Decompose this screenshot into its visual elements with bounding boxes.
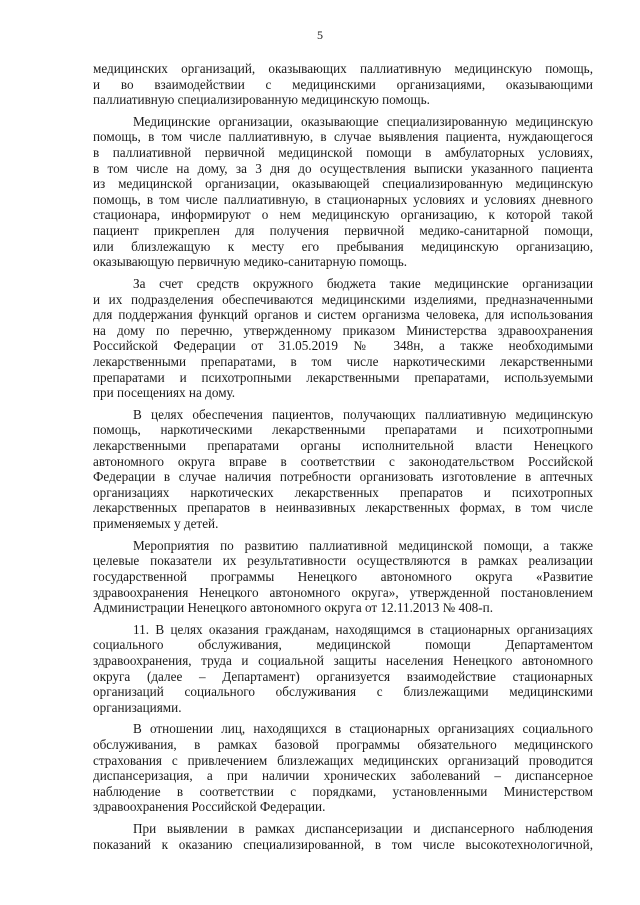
text-line: Администрации Ненецкого автономного округа от 12.11.2013 № 408-п. xyxy=(93,600,494,616)
text-line: лекарственных препаратов в неинвазивных лекарственных формах, в том числе xyxy=(93,500,593,516)
text-line: пациент прикреплен для получения первичной медико-санитарной помощи, xyxy=(93,223,593,239)
text-line: здравоохранения Ненецкого автономного округа», утвержденной постановлением xyxy=(93,584,593,600)
paragraph xyxy=(93,114,593,270)
text-line: государственной программы Ненецкого автономного округа «Развитие xyxy=(93,568,593,584)
text-line: помощь, наркотическими лекарственными препаратами и психотропными xyxy=(93,422,593,438)
text-line: медицинских организаций, оказывающих паллиативную медицинскую помощь, xyxy=(93,61,593,76)
text-line: лекарственными препаратами органы исполнительной власти Ненецкого xyxy=(93,438,593,454)
text-line: Медицинские организации, оказывающие специализированную медицинскую xyxy=(133,113,593,129)
text-line: и во взаимодействии с медицинскими организациями, оказывающими xyxy=(93,76,593,92)
paragraph xyxy=(93,821,593,852)
text-line: помощь, в том числе паллиативную, в случае выявления пациента, нуждающегося xyxy=(93,129,593,145)
text-line: 11. В целях оказания гражданам, находящимся в стационарных организациях xyxy=(133,621,593,637)
paragraph xyxy=(93,622,593,716)
text-line: В целях обеспечения пациентов, получающих паллиативную медицинскую xyxy=(133,406,593,422)
text-line: За счет средств окружного бюджета такие медицинские организации xyxy=(133,275,593,291)
text-line: помощь, в том числе паллиативную, в стационарных условиях и условиях дневного xyxy=(93,191,593,207)
paragraph xyxy=(93,276,593,401)
text-line: здравоохранения Российской Федерации. xyxy=(93,799,326,815)
text-line: Мероприятия по развитию паллиативной медицинской помощи, а также xyxy=(133,537,593,553)
text-line: лекарственными препаратами, в том числе наркотическими лекарственными xyxy=(93,353,593,369)
text-line: при посещениях на дому. xyxy=(93,385,236,401)
text-line: наблюдение в соответствии с порядками, установленными Министерством xyxy=(93,783,593,799)
text-line: Федерации в случае наличия потребности организовать изготовление в аптечных xyxy=(93,469,593,485)
paragraph xyxy=(93,721,593,815)
text-line: в паллиативной первичной медицинской помощи в амбулаторных условиях, xyxy=(93,145,593,161)
text-line: применяемых у детей. xyxy=(93,516,219,532)
text-line: стационара, информируют о нем медицинскую организацию, к которой такой xyxy=(93,207,593,223)
text-line: на дому по перечню, утвержденному приказом Министерства здравоохранения xyxy=(93,322,593,338)
text-line: Российской Федерации от 31.05.2019 № 348н, а также необходимыми xyxy=(93,338,593,354)
text-line: автономного округа вправе в соответствии с законодательством Российской xyxy=(93,453,593,469)
text-line: показаний к оказанию специализированной, в том числе высокотехнологичной, xyxy=(93,836,593,852)
text-line: и их подразделения обеспечиваются медицинскими изделиями, предназначенными xyxy=(93,291,593,307)
text-line: из медицинской организации, оказывающей специализированную медицинскую xyxy=(93,176,593,192)
text-line: целевые показатели их результативности осуществляются в рамках реализации xyxy=(93,553,593,569)
text-line: для поддержания функций органов и систем организма человека, для использования xyxy=(93,307,593,323)
text-line: обслуживания, в рамках базовой программы обязательного медицинского xyxy=(93,736,593,752)
text-line: социального обслуживания, медицинской помощи Департаментом xyxy=(93,637,593,653)
text-line: в том числе на дому, за 3 дня до осуществления выписки указанного пациента xyxy=(93,160,593,176)
text-line: паллиативную специализированную медицинскую помощь. xyxy=(93,92,430,108)
page-number: 5 xyxy=(317,28,323,42)
text-line: препаратами и психотропными лекарственными препаратами, используемыми xyxy=(93,369,593,385)
text-line: округа (далее – Департамент) организуется взаимодействие стационарных xyxy=(93,668,593,684)
paragraph xyxy=(93,61,593,108)
text-line: оказывающую первичную медико-санитарную помощь. xyxy=(93,254,408,270)
text-line: здравоохранения, труда и социальной защиты населения Ненецкого автономного xyxy=(93,652,593,668)
text-line: организациями. xyxy=(93,699,182,715)
text-line: При выявлении в рамках диспансеризации и диспансерного наблюдения xyxy=(133,821,593,837)
text-line: страхования с привлечением близлежащих медицинских организаций проводится xyxy=(93,752,593,768)
text-line: диспансеризация, а при наличии хронических заболеваний – диспансерное xyxy=(93,768,593,784)
text-line: организациях наркотических лекарственных препаратов и психотропных xyxy=(93,484,593,500)
text-line: или близлежащую к месту его пребывания медицинскую организацию, xyxy=(93,238,593,254)
document-body xyxy=(93,61,593,852)
text-line: организаций социального обслуживания с близлежащими медицинскими xyxy=(93,684,593,700)
text-line: В отношении лиц, находящихся в стационарных организациях социального xyxy=(133,721,593,737)
paragraph xyxy=(93,538,593,616)
paragraph xyxy=(93,407,593,532)
